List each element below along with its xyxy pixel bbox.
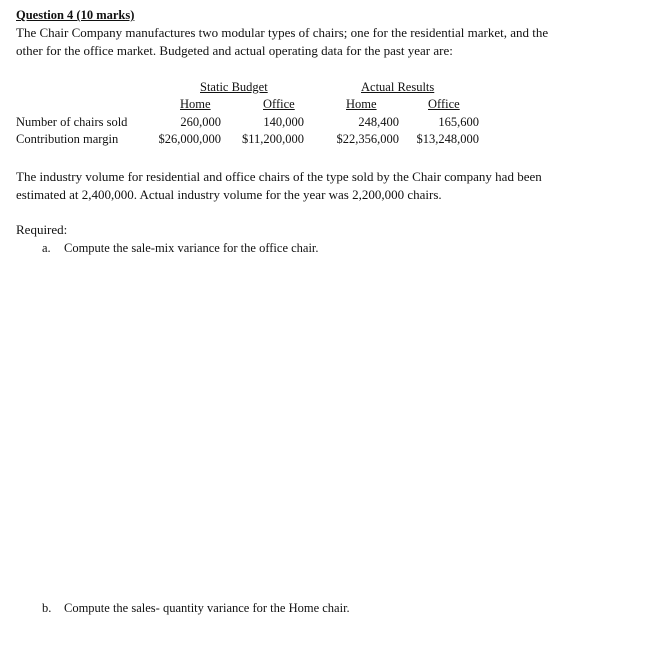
cell-static-home-cm: $26,000,000 [158, 132, 221, 146]
row-label-contribution-margin: Contribution margin [16, 132, 119, 146]
industry-line-1: The industry volume for residential and office chairs of the type sold by the Chair company had been [16, 169, 542, 184]
row-label-chairs-sold: Number of chairs sold [16, 115, 128, 129]
item-b-text: Compute the sales- quantity variance for the Home chair. [64, 601, 350, 615]
intro-line-2: other for the office market. Budgeted and actual operating data for the past year are: [16, 43, 453, 58]
cell-actual-office-cm: $13,248,000 [416, 132, 479, 146]
item-a-text: Compute the sale-mix variance for the office chair. [64, 241, 319, 255]
cell-static-home-chairs: 260,000 [180, 115, 221, 129]
question-title: Question 4 (10 marks) [16, 8, 135, 22]
cell-static-office-cm: $11,200,000 [241, 132, 304, 146]
required-label: Required: [16, 222, 68, 237]
item-a-marker: a. [42, 241, 51, 255]
actual-results-header: Actual Results [361, 80, 435, 94]
cell-actual-home-cm: $22,356,000 [336, 132, 399, 146]
industry-line-2: estimated at 2,400,000. Actual industry volume for the year was 2,200,000 chairs. [16, 187, 442, 202]
static-office-header: Office [263, 97, 295, 111]
cell-static-office-chairs: 140,000 [263, 115, 304, 129]
actual-home-header: Home [346, 97, 377, 111]
cell-actual-home-chairs: 248,400 [358, 115, 399, 129]
cell-actual-office-chairs: 165,600 [438, 115, 479, 129]
item-b-marker: b. [42, 601, 52, 615]
actual-office-header: Office [428, 97, 460, 111]
intro-line-1: The Chair Company manufactures two modular types of chairs; one for the residential market, and the [16, 25, 549, 40]
static-budget-header: Static Budget [200, 80, 268, 94]
static-home-header: Home [180, 97, 211, 111]
